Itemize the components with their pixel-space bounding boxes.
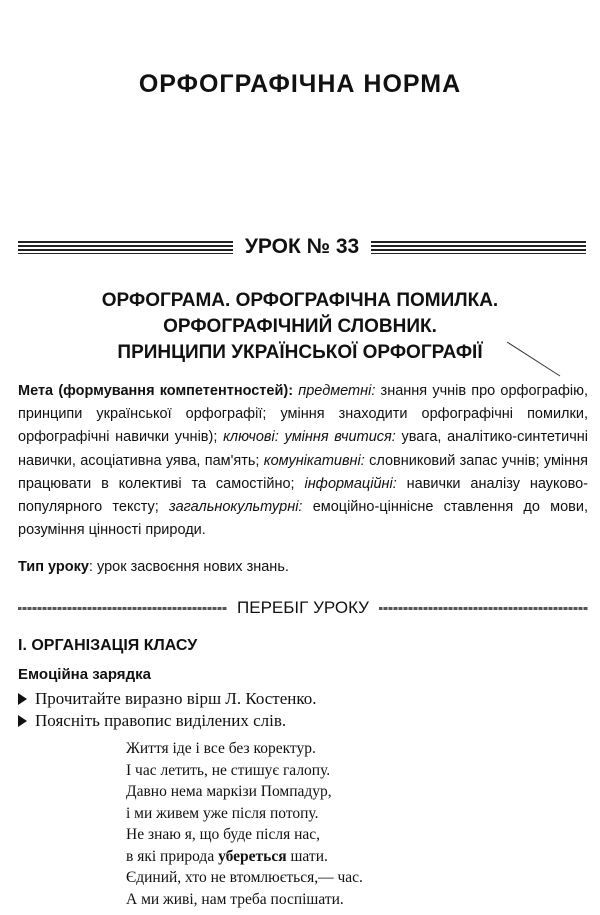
subsection-heading: Емоційна зарядка bbox=[18, 666, 151, 683]
goal-key-key: ключові: bbox=[223, 429, 279, 446]
highlighted-word: убереться bbox=[218, 847, 287, 865]
goal-key-learning: уміння вчитися: bbox=[284, 429, 396, 446]
goal-text: словниковий запас учнів; уміння працювати в колективі та самостійно; bbox=[18, 452, 588, 492]
poem-line: Єдиний, хто не втомлюється,— час. bbox=[126, 869, 363, 886]
task-item bbox=[18, 688, 578, 710]
lesson-type: Тип уроку: урок засвоєння нових знань. bbox=[18, 559, 289, 575]
lesson-type-label: Тип уроку bbox=[18, 559, 89, 575]
lesson-number: УРОК № 33 bbox=[244, 235, 360, 258]
divider-rule-left bbox=[18, 607, 227, 610]
poem-line: і ми живем уже після потопу. bbox=[126, 804, 319, 822]
lesson-header bbox=[18, 232, 586, 262]
course-divider bbox=[18, 596, 588, 620]
poem-line: Життя іде і все без коректур. bbox=[126, 740, 316, 757]
divider-rule-right bbox=[379, 607, 588, 610]
goal-key-cultural: загальнокультурні: bbox=[169, 499, 303, 516]
course-heading: ПЕРЕБІГ УРОКУ bbox=[237, 598, 369, 617]
poem-line: І час летить, не стишує галопу. bbox=[126, 761, 331, 779]
lesson-goal bbox=[18, 380, 588, 542]
goal-label: Мета (формування компетентностей): bbox=[18, 383, 294, 399]
triangle-bullet-icon bbox=[18, 715, 27, 727]
poem-line: Не знаю я, що буде після нас, bbox=[126, 826, 320, 843]
goal-text: увага, аналітико-синтетичні навички, асоціативна уява, пам'ять; bbox=[18, 429, 589, 469]
decorative-stripes-left bbox=[18, 241, 233, 254]
goal-key-subject: предметні: bbox=[298, 383, 376, 399]
goal-key-informational: інформаційні: bbox=[304, 475, 397, 492]
goal-text: навички аналізу науково-популярного тексту; bbox=[18, 475, 589, 516]
goal-text: емоційно-ціннісне ставлення до мови, розуміння цінності природи. bbox=[18, 499, 589, 539]
task-item bbox=[18, 710, 578, 732]
section-heading: І. ОРГАНІЗАЦІЯ КЛАСУ bbox=[18, 637, 198, 654]
goal-text: знання учнів про орфографію, принципи української орфографії; уміння знаходити орфографічні помилки, орфографічні навички учнів); bbox=[18, 383, 588, 446]
poem bbox=[126, 738, 526, 910]
section-title: ОРФОГРАФІЧНА НОРМА bbox=[138, 70, 462, 98]
lesson-type-value: урок засвоєння нових знань. bbox=[96, 559, 289, 575]
task-text: Прочитайте виразно вірш Л. Костенко. bbox=[35, 689, 317, 708]
task-text: Поясніть правопис виділених слів. bbox=[35, 711, 287, 730]
triangle-bullet-icon bbox=[18, 693, 27, 705]
poem-line: в які природа убереться шати. bbox=[126, 847, 328, 865]
topic-line: ОРФОГРАМА. ОРФОГРАФІЧНА ПОМИЛКА. bbox=[101, 290, 499, 311]
goal-key-communicative: комунікативні: bbox=[263, 452, 365, 469]
topic-line: ПРИНЦИПИ УКРАЇНСЬКОЇ ОРФОГРАФІЇ bbox=[117, 342, 483, 363]
decorative-stripes-right bbox=[371, 241, 586, 254]
task-list bbox=[18, 688, 578, 732]
topic-line: ОРФОГРАФІЧНИЙ СЛОВНИК. bbox=[163, 316, 437, 337]
poem-line: А ми живі, нам треба поспішати. bbox=[126, 890, 344, 908]
pen-mark-icon bbox=[505, 340, 565, 380]
poem-line: Давно нема маркізи Помпадур, bbox=[126, 783, 332, 800]
